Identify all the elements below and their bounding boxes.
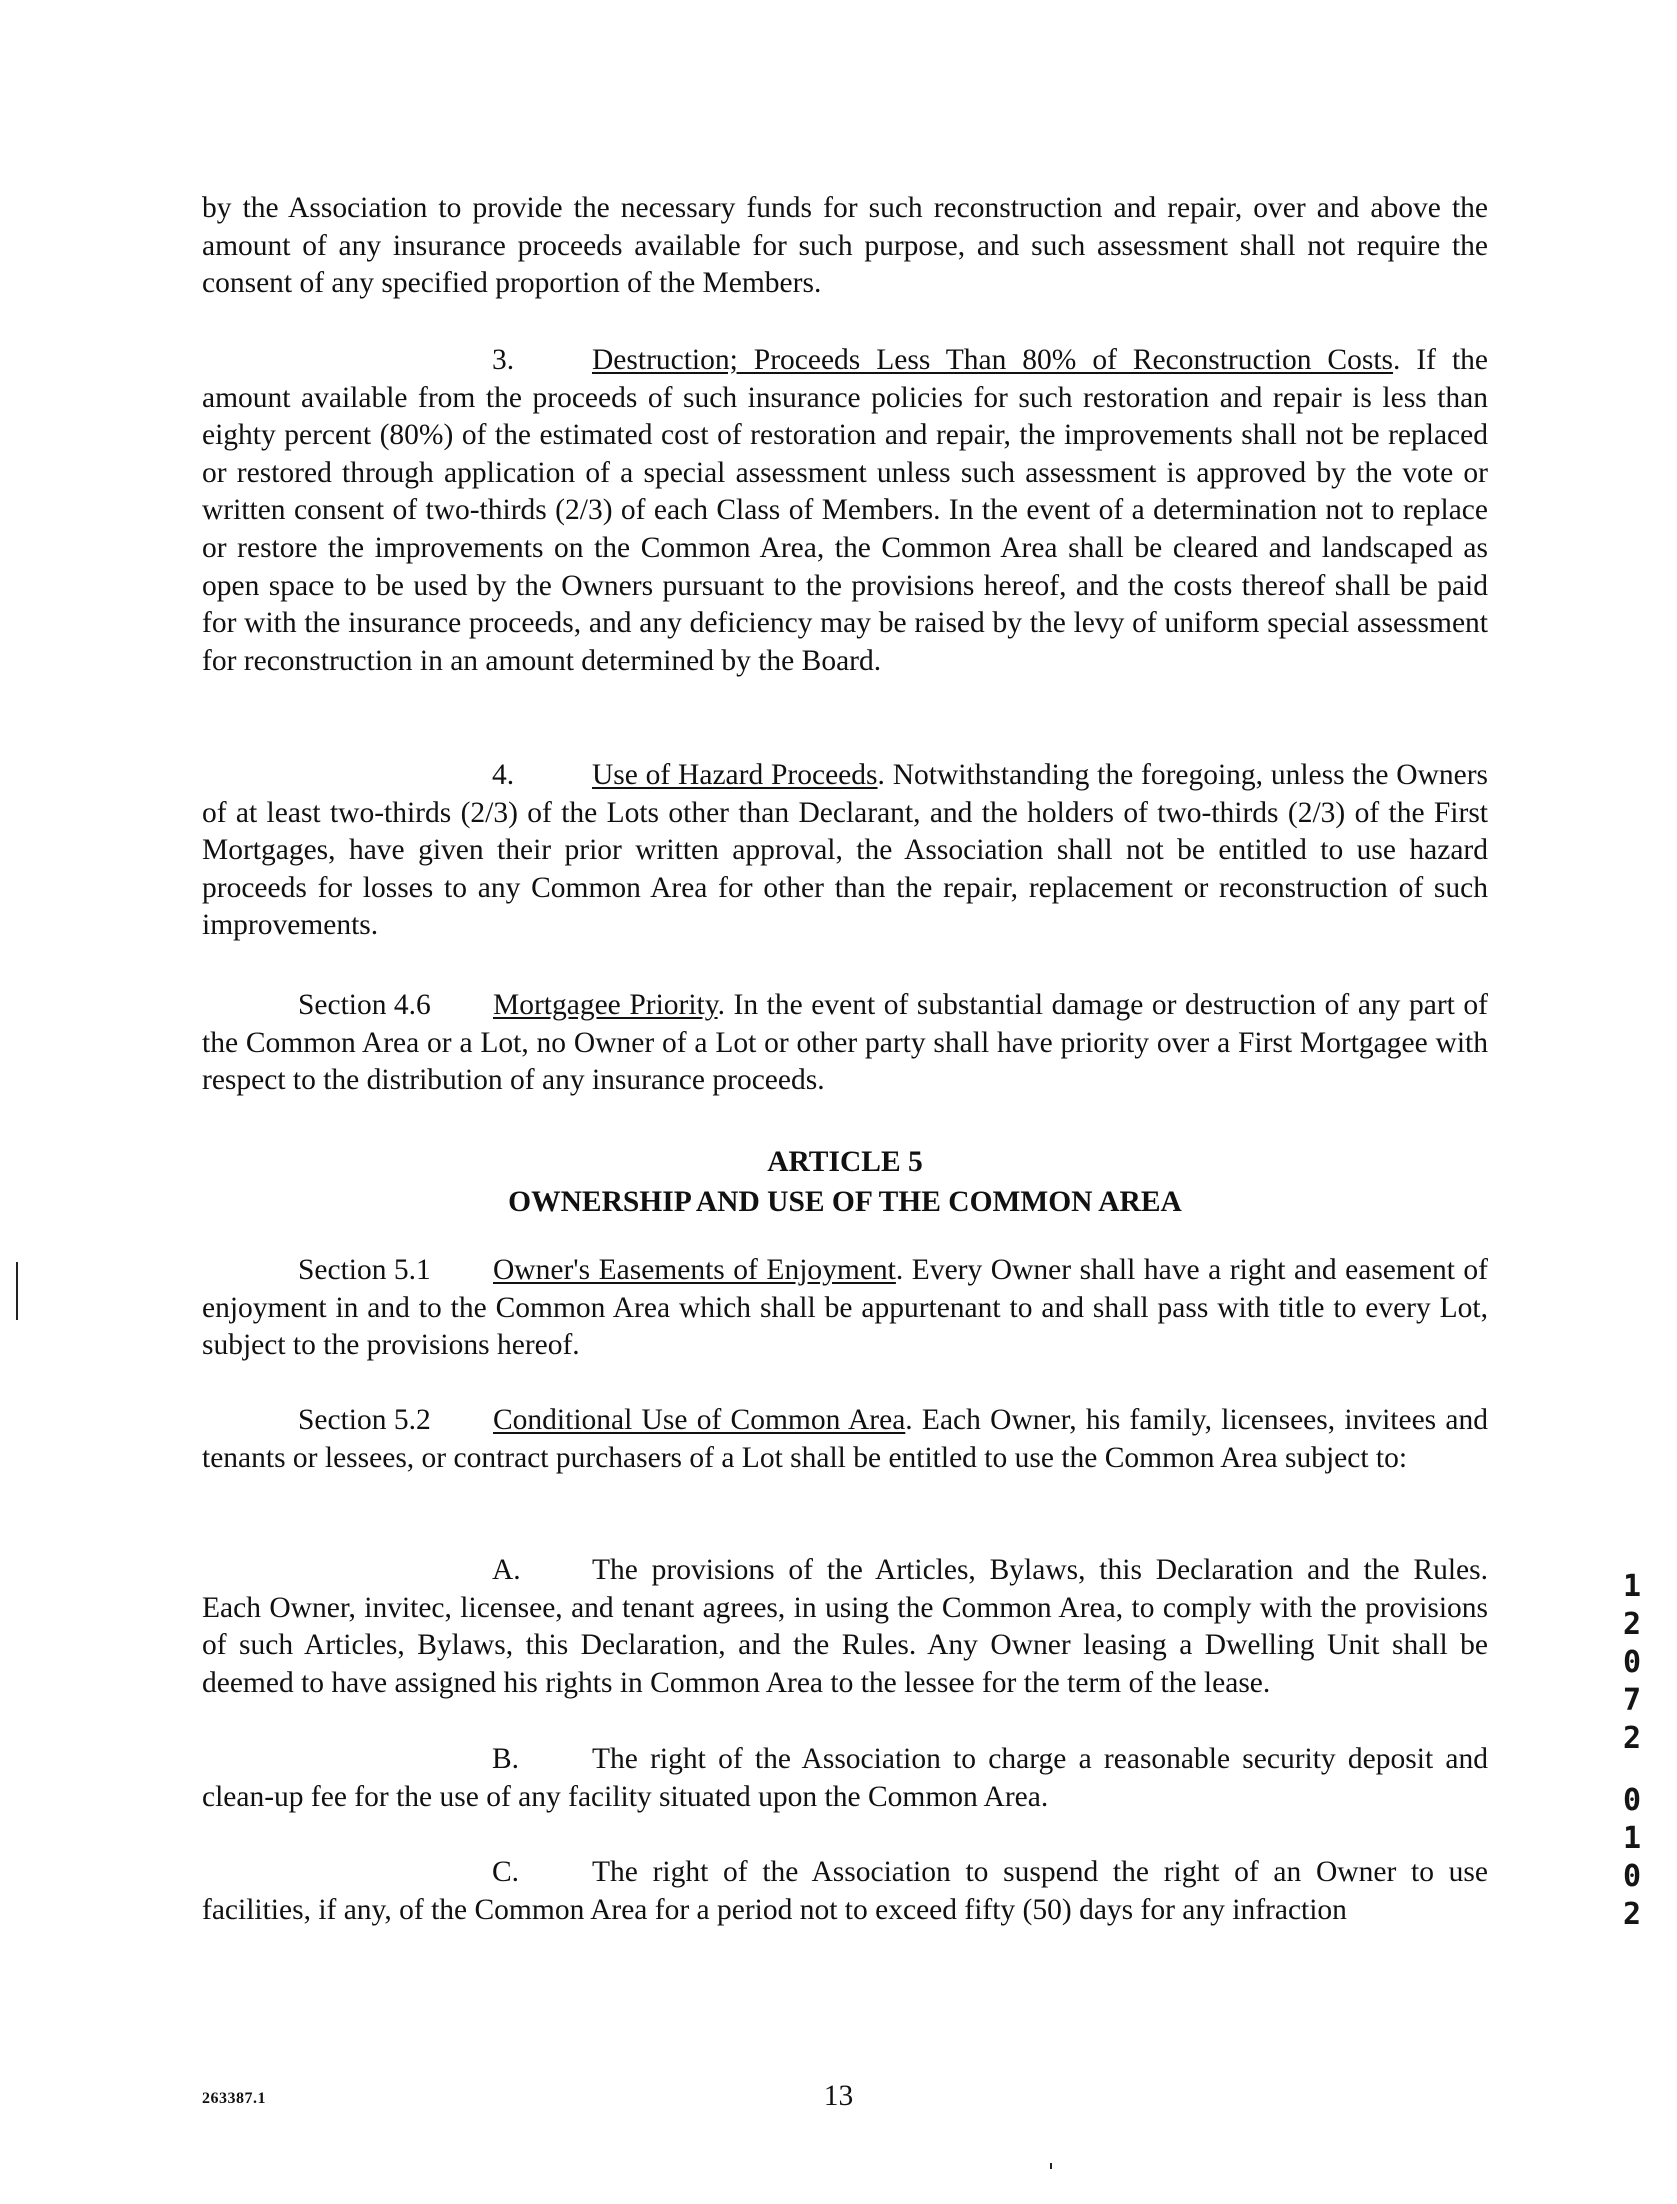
item-number: 3.: [492, 344, 515, 376]
stamp-digit: 7: [1622, 1683, 1642, 1718]
stamp-digit: 1: [1622, 1821, 1642, 1856]
section-5-1: [202, 1252, 1488, 1365]
article-title: OWNERSHIP AND USE OF THE COMMON AREA: [508, 1186, 1182, 1218]
item-body: . If the amount available from the proceeds of such insurance policies for such restoration and repair is less than eighty percent (80%) of the estimated cost of restoration and repair, the improvements shall not be replaced or restored through application of a special assessment unless such assessment is approved by the vote or written consent of two-thirds (2/3) of each Class of Members. In the event of a determination not to replace or restore the improvements on the Common Area, the Common Area shall be cleared and landscaped as open space to be used by the Owners pursuant to the provisions hereof, and the costs thereof shall be paid for with the insurance proceeds, and any deficiency may be raised by the levy of uniform special assessment for reconstruction in an amount determined by the Board.: [202, 344, 1488, 677]
section-body: . In the event of substantial damage or destruction of any part of the Common Area or a Lot, no Owner of a Lot or other party shall have priority over a First Mortgagee with respect to the distribution of any insurance proceeds.: [202, 989, 1488, 1097]
item-c: [202, 1854, 1488, 1929]
article-heading: ARTICLE 5: [767, 1146, 923, 1178]
item-body: . Notwithstanding the foregoing, unless the Owners of at least two-thirds (2/3) of the Lots other than Declarant, and the holders of two-thirds (2/3) of the First Mortgages, have given their prior written approval, the Association shall not be entitled to use hazard proceeds for losses to any Common Area for other than the repair, replacement or reconstruction of such improvements.: [202, 759, 1489, 942]
stamp-digit: 0: [1622, 1859, 1642, 1894]
item-body: The right of the Association to suspend the right of an Owner to use facilities, if any, of the Common Area for a period not to exceed fifty (50) days for any infraction: [202, 1856, 1488, 1926]
stamp-digit: 2: [1622, 1607, 1642, 1642]
stamp-digit: 0: [1622, 1645, 1642, 1680]
item-title: Destruction; Proceeds Less Than 80% of Reconstruction Costs: [592, 344, 1394, 376]
stamp-digit: 0: [1622, 1783, 1642, 1818]
footer-doc-id: 263387.1: [202, 2090, 266, 2107]
item-body: The right of the Association to charge a reasonable security deposit and clean-up fee for the use of any facility situated upon the Common Area.: [202, 1743, 1488, 1813]
item-body: The provisions of the Articles, Bylaws, this Declaration and the Rules. Each Owner, invitec, licensee, and tenant agrees, in using the Common Area, to comply with the provisions of such Articles, Bylaws, this Declaration, and the Rules. Any Owner leasing a Dwelling Unit shall be deemed to have assigned his rights in Common Area to the lessee for the term of the lease.: [202, 1554, 1488, 1699]
section-title: Owner's Easements of Enjoyment: [493, 1254, 896, 1286]
page-number: 13: [823, 2080, 854, 2112]
section-body: . Each Owner, his family, licensees, invitees and tenants or lessees, or contract purchasers of a Lot shall be entitled to use the Common Area subject to:: [202, 1404, 1488, 1474]
item-letter: C.: [492, 1856, 520, 1888]
stamp-digit: 2: [1622, 1721, 1642, 1756]
item-letter: B.: [492, 1743, 520, 1775]
scan-speck: [1050, 2163, 1052, 2169]
section-label: Section 5.1: [298, 1254, 431, 1286]
section-label: Section 5.2: [298, 1404, 431, 1436]
item-b: [202, 1741, 1488, 1816]
item-letter: A.: [492, 1554, 521, 1586]
section-5-2: [202, 1402, 1488, 1477]
section-4-6: [202, 987, 1488, 1100]
section-body: . Every Owner shall have a right and easement of enjoyment in and to the Common Area which shall be appurtenant to and shall pass with title to every Lot, subject to the provisions hereof.: [202, 1254, 1489, 1362]
scan-margin-mark: [16, 1262, 18, 1320]
stamp-digit: 2: [1622, 1897, 1642, 1932]
paragraph-continuation: [202, 190, 1488, 303]
section-title: Conditional Use of Common Area: [493, 1404, 906, 1436]
item-a: [202, 1552, 1488, 1702]
stamp-gap: [1612, 1758, 1652, 1782]
stamp-digit: 1: [1622, 1569, 1642, 1604]
section-label: Section 4.6: [298, 989, 431, 1021]
recording-stamp: [1612, 1568, 1652, 1934]
item-4: [202, 757, 1488, 945]
item-number: 4.: [492, 759, 515, 791]
item-title: Use of Hazard Proceeds: [592, 759, 878, 791]
paragraph-text: by the Association to provide the necessary funds for such reconstruction and repair, over and above the amount of any insurance proceeds available for such purpose, and such assessment shall not require the consent of any specified proportion of the Members.: [202, 192, 1488, 300]
section-title: Mortgagee Priority: [493, 989, 718, 1021]
item-3: [202, 342, 1488, 680]
